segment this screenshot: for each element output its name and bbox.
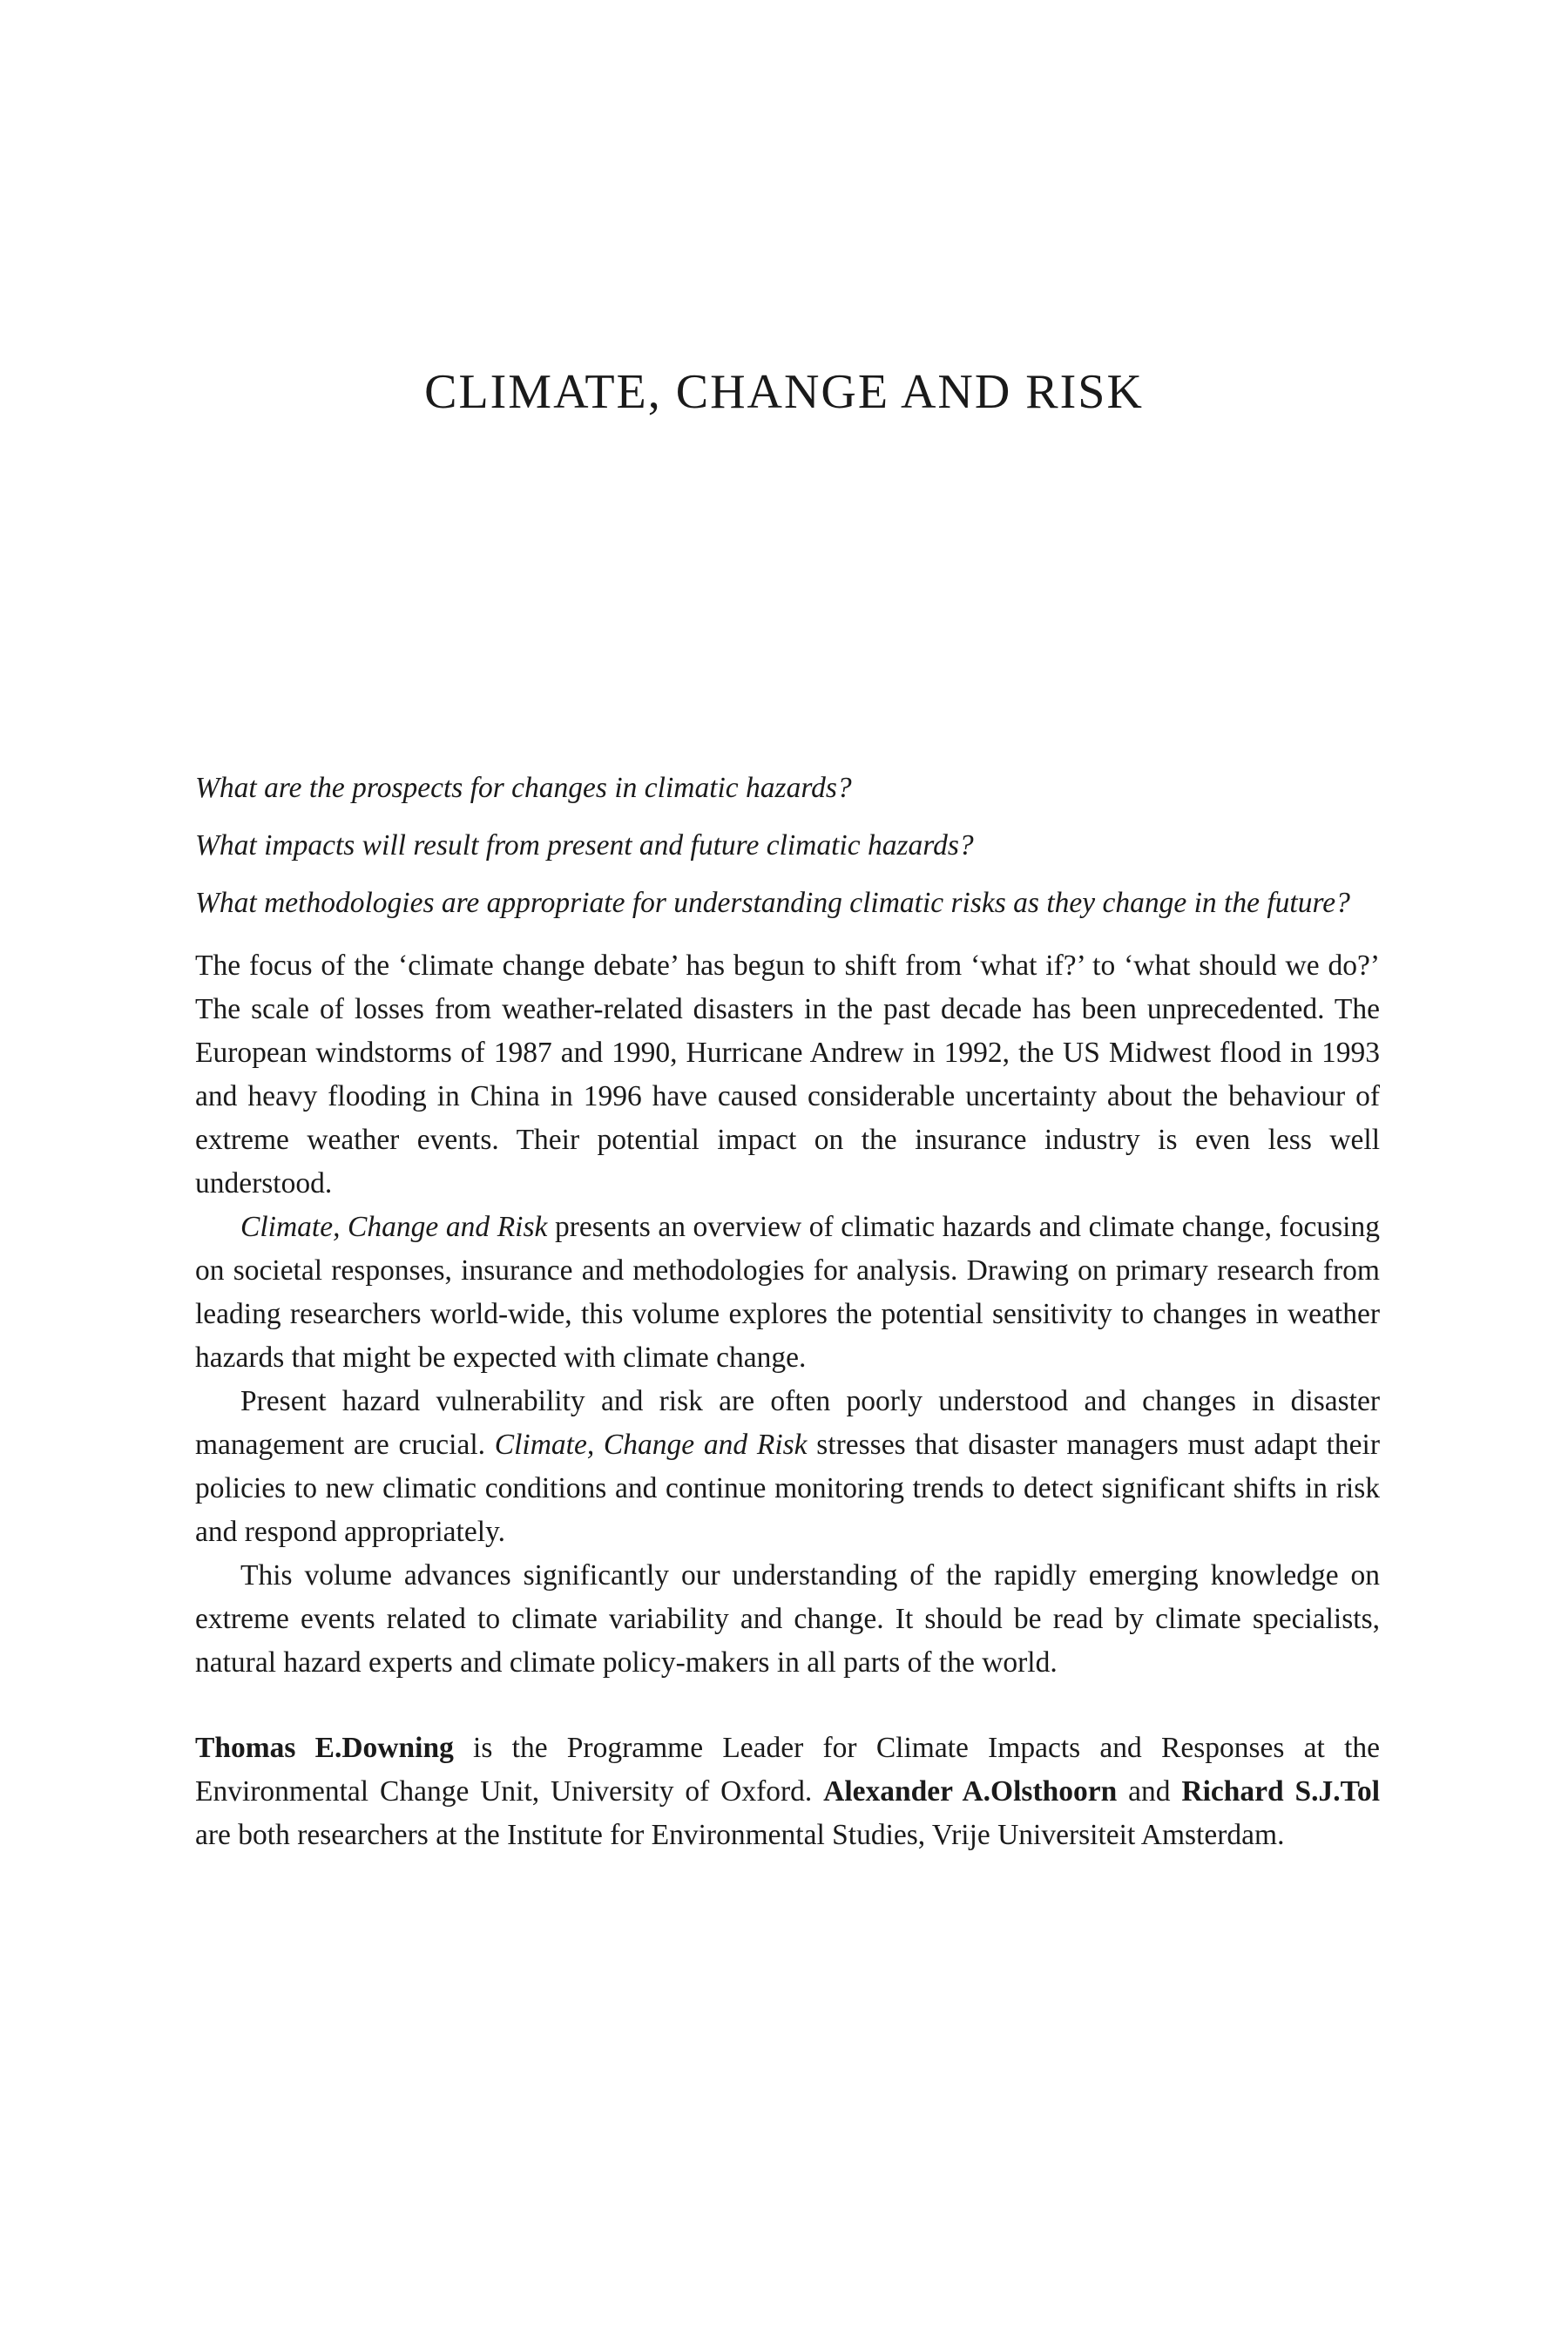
paragraph-overview [195, 1206, 1380, 1380]
question-hazard-prospects: What are the prospects for changes in climatic hazards? [195, 772, 852, 804]
author-name-downing: Thomas E.Downing [195, 1732, 454, 1764]
paragraph-vulnerability-text-b: stresses that disaster managers must adapt their policies to new climatic conditions and continue monitoring trends to detect significant shifts in risk and respond appropriately. [195, 1429, 1381, 1548]
blurb-content [195, 767, 1380, 1857]
book-title-reference: Climate, Change and Risk [240, 1211, 548, 1243]
author-name-tol: Richard S.J.Tol [1181, 1775, 1381, 1808]
author-bio-olsthoorn-tol: are both researchers at the Institute for Environmental Studies, Vrije Universiteit Amsterdam. [195, 1819, 1285, 1851]
author-bios [195, 1727, 1380, 1857]
author-bio-downing: is the Programme Leader for Climate Impacts and Responses at the Environmental Change Unit, University of Oxford. [195, 1732, 1381, 1808]
question-impacts: What impacts will result from present and future climatic hazards? [195, 829, 974, 862]
paragraph-vulnerability [195, 1380, 1380, 1554]
author-connector: and [1117, 1775, 1182, 1808]
question-methodologies: What methodologies are appropriate for understanding climatic risks as they change in the future? [195, 887, 1350, 919]
book-title-reference: Climate, Change and Risk [494, 1429, 808, 1461]
paragraph-overview-text: presents an overview of climatic hazards and climate change, focusing on societal responses, insurance and methodologies for analysis. Drawing on primary research from leading researchers world-wide, this volume explores the potential sensitivity to changes in weather hazards that might be expected with climate change. [195, 1211, 1380, 1374]
paragraph-vulnerability-text-a: Present hazard vulnerability and risk are often poorly understood and changes in disaster management are crucial. [195, 1385, 1380, 1461]
paragraph-debate-focus: The focus of the ‘climate change debate’ has begun to shift from ‘what if?’ to ‘what should we do?’ The scale of losses from weather-related disasters in the past decade has been unprecedented. The European windstorms of 1987 and 1990, Hurricane Andrew in 1992, the US Midwest flood in 1993 and heavy flooding in China in 1996 have caused considerable uncertainty about the behaviour of extreme weather events. Their potential impact on the insurance industry is even less well understood. [195, 950, 1380, 1200]
page-title: CLIMATE, CHANGE AND RISK [424, 365, 1144, 419]
author-name-olsthoorn: Alexander A.Olsthoorn [823, 1775, 1118, 1808]
paragraph-volume-advances: This volume advances significantly our understanding of the rapidly emerging knowledge on extreme events related to climate variability and change. It should be read by climate specialists, natural hazard experts and climate policy-makers in all parts of the world. [195, 1559, 1380, 1679]
